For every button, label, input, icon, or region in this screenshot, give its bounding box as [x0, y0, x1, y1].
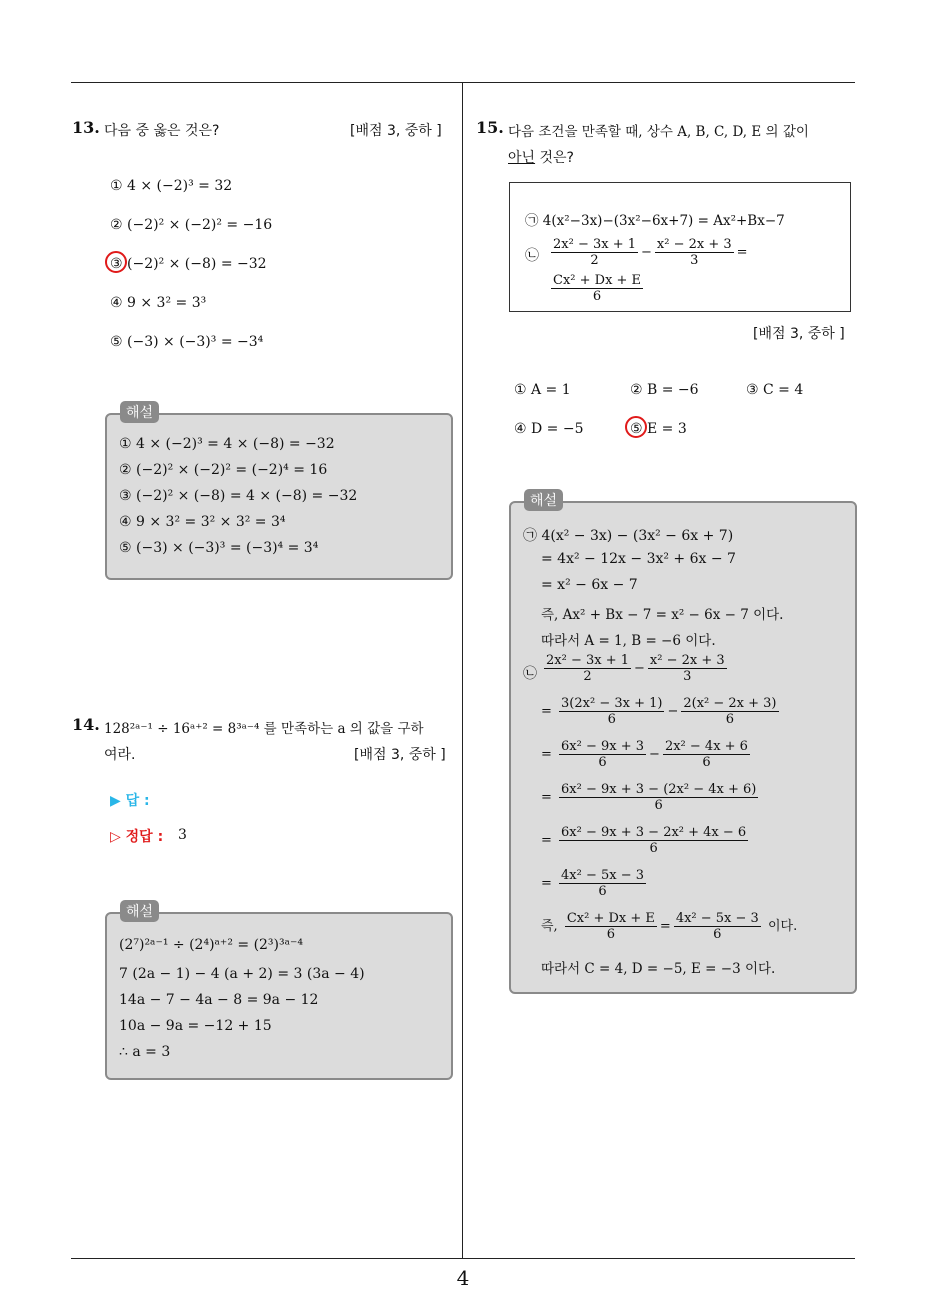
q15-exp-line-8: = $\frac{\text{6x² − 9x + 3}}{6}$ − $\frac{\text{2x² − 4x + 6}}{6}$ [541, 739, 748, 770]
q15-condition-box [509, 182, 851, 312]
q13-explanation-tag: 해설 [120, 401, 159, 423]
q15-condition-2-label: ㉡ [525, 248, 539, 264]
q15-exp-line-11: = $\frac{\text{4x² − 5x − 3}}{6}$ [541, 868, 645, 899]
q15-e7-f2-num: 2(x² − 2x + 3) [683, 696, 777, 711]
q15-e11-num: 4x² − 5x − 3 [561, 868, 645, 883]
q14-score: [배점 3, 중하 ] [354, 747, 446, 763]
q14-correct-value: 3 [178, 827, 187, 843]
q15-choice-5[interactable]: ⑤ E = 3 [630, 421, 687, 437]
q15-answer-circle [625, 416, 647, 438]
q15-c2-f2-num: x² − 2x + 3 [656, 237, 732, 252]
q15-e11-den: 6 [598, 884, 607, 899]
q15-exp-line-5: 따라서 A = 1, B = −6 이다. [541, 633, 716, 649]
q15-question-line2 [508, 147, 574, 167]
q14-answer-label: ▶ 답 : [110, 793, 150, 809]
top-rule [71, 82, 855, 83]
q14-exp-line-3: 14a − 7 − 4a − 8 = 9a − 12 [119, 992, 319, 1008]
q13-explanation-box [105, 413, 453, 580]
q14-correct-label: ▷ 정답 : [110, 829, 164, 845]
q14-question-line2: 여라. [104, 747, 136, 763]
q14-number: 14. [72, 715, 100, 734]
q14-exp-line-1: (2⁷)²ᵃ⁻¹ ÷ (2⁴)ᵃ⁺² = (2³)³ᵃ⁻⁴ [119, 937, 304, 953]
q15-e12-f1-den: 6 [606, 927, 616, 942]
q15-e6-f1-den: 2 [583, 669, 592, 684]
q15-exp-line-4: 즉, Ax² + Bx − 7 = x² − 6x − 7 이다. [541, 607, 784, 623]
q13-exp-line-1: ① 4 × (−2)³ = 4 × (−8) = −32 [119, 436, 335, 452]
q13-choice-3[interactable]: ③ (−2)² × (−8) = −32 [110, 256, 267, 272]
q15-e8-f1-num: 6x² − 9x + 3 [561, 739, 645, 754]
q15-e12-pre: 즉, [541, 919, 558, 934]
q15-condition-1: ㉠ 4(x²−3x)−(3x²−6x+7) = Ax²+Bx−7 [525, 213, 785, 229]
q15-e12-post: 이다. [767, 919, 798, 934]
q13-exp-line-2: ② (−2)² × (−2)² = (−2)⁴ = 16 [119, 462, 328, 478]
q15-e6-f2-den: 3 [683, 669, 692, 684]
q15-exp-line-10: = $\frac{\text{6x² − 9x + 3 − 2x² + 4x − 6}}{6}$ [541, 825, 747, 856]
q15-condition-2-eq: $\frac{\text{2x² − 3x + 1}}{2}$ − $\frac{\text{x² − 2x + 3}}{3}$ = [553, 237, 748, 268]
q15-number: 15. [476, 118, 504, 137]
q15-score: [배점 3, 중하 ] [753, 326, 845, 342]
page-number: 4 [456, 1266, 470, 1290]
q15-c2-f1-den: 2 [590, 253, 599, 268]
q13-answer-circle [105, 251, 127, 273]
q14-explanation-tag: 해설 [120, 900, 159, 922]
q15-e12-f2-num: 4x² − 5x − 3 [675, 911, 759, 926]
q15-explanation-box [509, 501, 857, 994]
q15-e6-f1-num: 2x² − 3x + 1 [546, 653, 630, 668]
q15-exp-line-6: $\frac{\text{2x² − 3x + 1}}{2}$ − $\frac{\text{x² − 2x + 3}}{3}$ [546, 653, 725, 684]
q14-exp-line-5: ∴ a = 3 [119, 1044, 171, 1060]
q15-exp-line-7: = $\frac{\text{3(2x² − 3x + 1)}}{6}$ − $\frac{\text{2(x² − 2x + 3)}}{6}$ [541, 696, 777, 727]
q13-choice-4[interactable]: ④ 9 × 3² = 3³ [110, 295, 207, 311]
q15-e10-num: 6x² − 9x + 3 − 2x² + 4x − 6 [561, 825, 747, 840]
q15-choice-3[interactable]: ③ C = 4 [746, 382, 804, 398]
q15-e6-f2-num: x² − 2x + 3 [649, 653, 725, 668]
bottom-rule [71, 1258, 855, 1259]
q15-choice-4[interactable]: ④ D = −5 [514, 421, 584, 437]
q15-choice-1[interactable]: ① A = 1 [514, 382, 571, 398]
q15-exp-line-6-label: ㉡ [523, 666, 537, 682]
q15-e7-f1-num: 3(2x² − 3x + 1) [561, 696, 663, 711]
q15-e7-f1-den: 6 [607, 712, 616, 727]
q15-exp-line-3: = x² − 6x − 7 [541, 577, 638, 593]
q13-number: 13. [72, 118, 100, 137]
q13-exp-line-3: ③ (−2)² × (−8) = 4 × (−8) = −32 [119, 488, 358, 504]
q15-exp-line-1: ㉠ 4(x² − 3x) − (3x² − 6x + 7) [523, 528, 734, 544]
q13-exp-line-4: ④ 9 × 3² = 3² × 3² = 3⁴ [119, 514, 286, 530]
q15-e12-f1-num: Cx² + Dx + E [566, 911, 655, 926]
q15-c2-f2-den: 3 [690, 253, 699, 268]
q14-question-line1: 128²ᵃ⁻¹ ÷ 16ᵃ⁺² = 8³ᵃ⁻⁴ 를 만족하는 a 의 값을 구하 [104, 721, 424, 737]
q15-e8-f2-den: 6 [702, 755, 711, 770]
q15-exp-line-13: 따라서 C = 4, D = −5, E = −3 이다. [541, 961, 776, 977]
q13-exp-line-5: ⑤ (−3) × (−3)³ = (−3)⁴ = 3⁴ [119, 540, 319, 556]
q15-choice-2[interactable]: ② B = −6 [630, 382, 699, 398]
q15-e7-f2-den: 6 [725, 712, 735, 727]
q15-question-rest: 것은? [535, 150, 574, 166]
q15-explanation-tag: 해설 [524, 489, 563, 511]
q15-question-line1: 다음 조건을 만족할 때, 상수 A, B, C, D, E 의 값이 [508, 124, 809, 140]
q15-c2-f3-num: Cx² + Dx + E [553, 273, 642, 288]
q14-exp-line-2: 7 (2a − 1) − 4 (a + 2) = 3 (3a − 4) [119, 966, 365, 982]
q13-question: 다음 중 옳은 것은? [104, 123, 220, 139]
q15-condition-2-rhs [548, 273, 646, 304]
q14-exp-line-4: 10a − 9a = −12 + 15 [119, 1018, 272, 1034]
q13-choice-1[interactable]: ① 4 × (−2)³ = 32 [110, 178, 233, 194]
q15-e9-num: 6x² − 9x + 3 − (2x² − 4x + 6) [561, 782, 757, 797]
q15-e9-den: 6 [654, 798, 663, 813]
q15-underlined-word: 아닌 [508, 150, 536, 166]
q15-e8-f1-den: 6 [598, 755, 607, 770]
q15-c2-f1-num: 2x² − 3x + 1 [553, 237, 637, 252]
q13-choice-5[interactable]: ⑤ (−3) × (−3)³ = −3⁴ [110, 334, 264, 350]
q15-exp-line-2: = 4x² − 12x − 3x² + 6x − 7 [541, 551, 736, 567]
q15-e12-f2-den: 6 [713, 927, 722, 942]
q13-score: [배점 3, 중하 ] [350, 123, 442, 139]
q15-exp-line-9: = $\frac{\text{6x² − 9x + 3 − (2x² − 4x + 6)}}{6}$ [541, 782, 757, 813]
q15-exp-line-12: 즉, $\frac{\text{Cx² + Dx + E}}{6}$ = $\frac{\text{4x² − 5x − 3}}{6}$ 이다. [541, 911, 798, 942]
q15-e8-f2-num: 2x² − 4x + 6 [664, 739, 748, 754]
q15-c2-f3-den: 6 [592, 289, 602, 304]
q13-choice-2[interactable]: ② (−2)² × (−2)² = −16 [110, 217, 273, 233]
q15-e10-den: 6 [649, 841, 658, 856]
column-divider [462, 82, 463, 1258]
q14-explanation-box [105, 912, 453, 1080]
